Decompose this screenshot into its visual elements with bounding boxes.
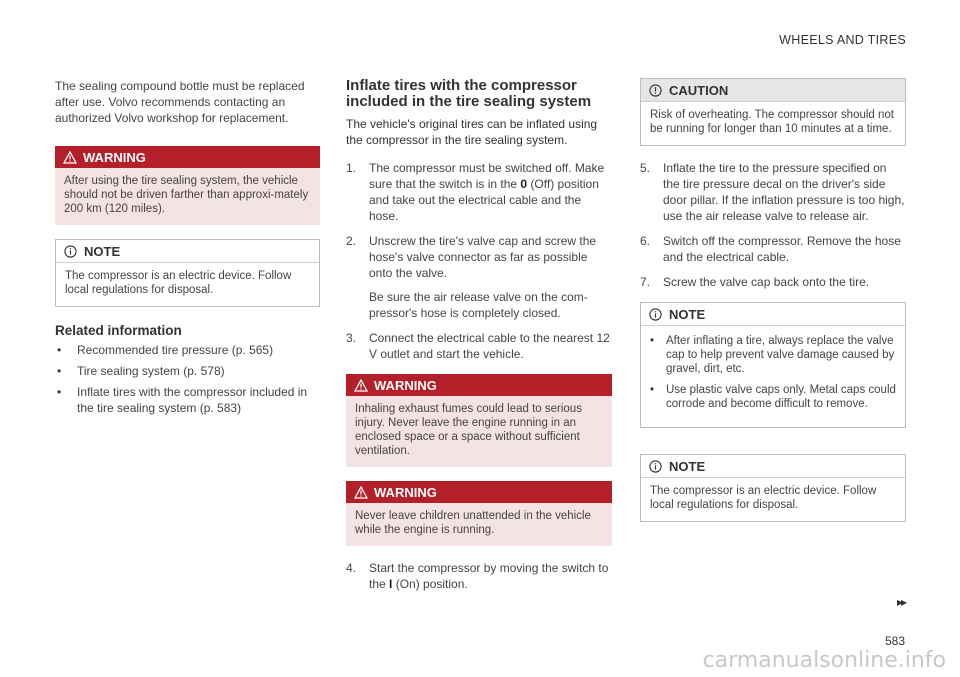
page-number: 583	[884, 634, 905, 648]
column-left	[55, 78, 320, 421]
note-title: NOTE	[84, 243, 121, 259]
warning-triangle-icon	[63, 151, 83, 164]
intro-paragraph: The sealing compound bottle must be replaced after use. Volvo recommends contacting an authorized Volvo workshop for replacement.	[55, 79, 305, 125]
step-text: Inflate the tire to the pressure specified on the tire pressure decal on the driver's side door pillar. If the inflation pressure is too high, use the air release valve to release air.	[663, 161, 905, 223]
step-text: (Off) position and take out the electrical cable and the hose.	[369, 177, 599, 223]
step-number: 3.	[346, 331, 357, 345]
note-text: The compressor is an electric device. Follow local regulations for disposal.	[650, 485, 877, 511]
note-bullet: • After inflating a tire, always replace the valve cap to help prevent valve damage caused by gravel, dirt, etc.	[650, 334, 896, 376]
step-bold: 0	[520, 177, 528, 191]
watermark: carmanualsonline.info	[702, 648, 946, 673]
column-right	[640, 78, 906, 522]
warning-header	[346, 374, 612, 396]
step-number: 4.	[346, 561, 357, 575]
step-number: 5.	[640, 161, 651, 175]
warning-header	[346, 481, 612, 503]
article-title: Inflate tires with the compressor included in the tire sealing system	[346, 77, 592, 110]
step-number: 6.	[640, 234, 651, 248]
related-link[interactable]: • Tire sealing system (p. 578)	[55, 363, 320, 379]
step-subtext: Be sure the air release valve on the com-pressor's hose is completely closed.	[369, 290, 588, 320]
note-header	[641, 303, 905, 326]
note-header	[56, 240, 319, 263]
note-title: NOTE	[669, 458, 706, 474]
exclamation-circle-icon	[649, 84, 669, 97]
step-number: 1.	[346, 161, 357, 175]
warning-box	[346, 374, 612, 467]
warning-text: Inhaling exhaust fumes could lead to serious injury. Never leave the engine running in an enclosed space or a space without sufficient ventilation.	[346, 396, 612, 467]
step-item	[640, 160, 906, 224]
note-text	[641, 326, 905, 427]
related-link[interactable]: • Recommended tire pressure (p. 565)	[55, 342, 320, 358]
warning-box	[55, 146, 320, 225]
step-number: 7.	[640, 275, 651, 289]
step-item	[346, 233, 612, 321]
warning-box	[346, 481, 612, 546]
step-item	[346, 330, 612, 362]
section-header: WHEELS AND TIRES	[779, 33, 906, 47]
warning-triangle-icon	[354, 486, 374, 499]
article-lead: The vehicle's original tires can be inflated using the compressor in the tire sealing system.	[346, 117, 598, 147]
step-text: The compressor must be switched off. Make sure that the switch is in the	[369, 161, 605, 191]
caution-title: CAUTION	[669, 82, 729, 98]
info-circle-icon	[649, 460, 669, 473]
column-middle	[346, 78, 612, 601]
warning-title: WARNING	[83, 149, 146, 165]
info-circle-icon	[649, 308, 669, 321]
related-information	[55, 323, 320, 416]
next-page-arrows-icon[interactable]: ▸▸	[896, 595, 905, 609]
caution-text: Risk of overheating. The compressor should not be running for longer than 10 minutes at a time.	[650, 109, 894, 135]
info-circle-icon	[64, 245, 84, 258]
warning-text: After using the tire sealing system, the vehicle should not be driven farther than approxi-mately 200 km (120 miles).	[55, 168, 320, 225]
step-bold: I	[389, 577, 393, 591]
note-header	[641, 455, 905, 478]
step-text: Unscrew the tire's valve cap and screw the hose's valve connector as far as possible onto the valve.	[369, 234, 597, 280]
step-item	[640, 233, 906, 265]
warning-triangle-icon	[354, 379, 374, 392]
warning-header	[55, 146, 320, 168]
note-bullet: • Use plastic valve caps only. Metal caps could corrode and become difficult to remove.	[650, 383, 896, 411]
related-link[interactable]: • Inflate tires with the compressor included in the tire sealing system (p. 583)	[55, 384, 320, 416]
step-number: 2.	[346, 234, 357, 248]
warning-text: Never leave children unattended in the vehicle while the engine is running.	[346, 503, 612, 546]
step-text: Switch off the compressor. Remove the hose and the electrical cable.	[663, 234, 901, 264]
warning-title: WARNING	[374, 484, 437, 500]
step-text: Screw the valve cap back onto the tire.	[663, 275, 870, 289]
step-text: (On) position.	[392, 577, 468, 591]
note-box	[55, 239, 320, 307]
step-item	[346, 560, 612, 592]
note-box	[640, 302, 906, 428]
caution-header	[641, 79, 905, 102]
step-text: Connect the electrical cable to the nearest 12 V outlet and start the vehicle.	[369, 331, 610, 361]
note-text: The compressor is an electric device. Follow local regulations for disposal.	[65, 270, 292, 296]
note-title: NOTE	[669, 306, 706, 322]
related-title: Related information	[55, 323, 182, 338]
caution-box	[640, 78, 906, 146]
step-item	[346, 160, 612, 224]
step-item	[640, 274, 906, 290]
warning-title: WARNING	[374, 377, 437, 393]
note-box	[640, 454, 906, 522]
step-text: Start the compressor by moving the switch to the	[369, 561, 609, 591]
